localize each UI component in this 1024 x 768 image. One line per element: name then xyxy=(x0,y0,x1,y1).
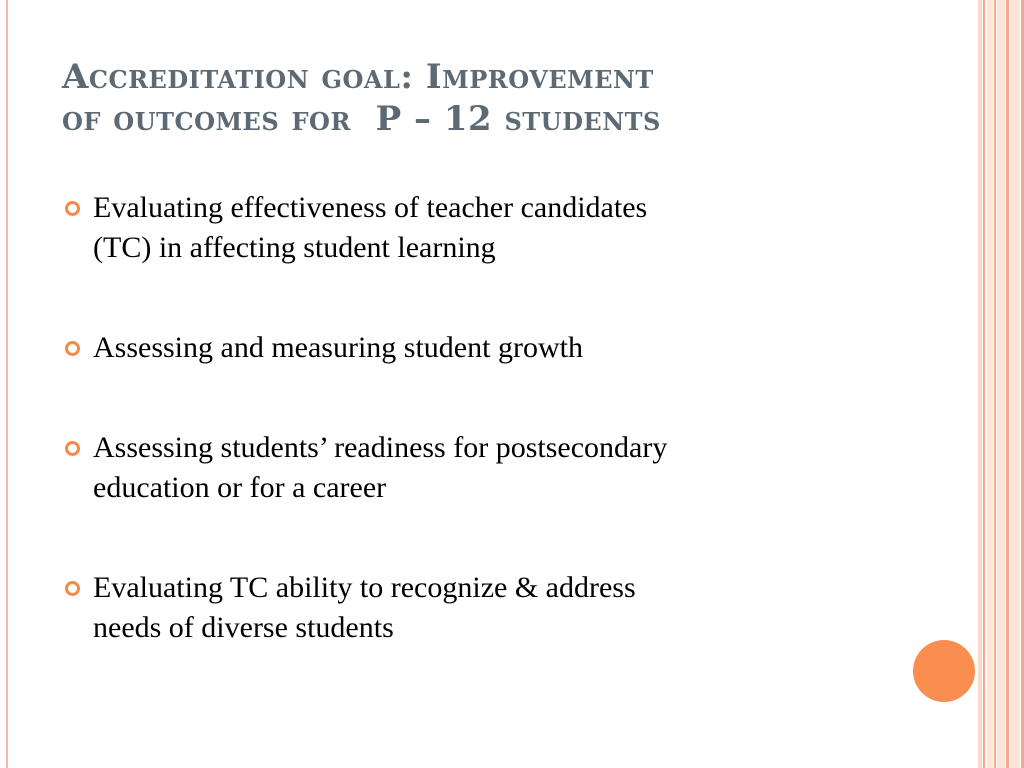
left-border-line xyxy=(6,0,8,768)
circle-bullet-icon xyxy=(65,581,80,596)
bullet-text-line: Assessing students’ readiness for postsecondary xyxy=(93,431,668,464)
circle-bullet-icon xyxy=(65,341,80,356)
bullet-text-line: education or for a career xyxy=(93,471,387,504)
bullet-text xyxy=(93,328,873,368)
bullet-text-line: Evaluating TC ability to recognize & address xyxy=(93,571,636,604)
bullet-text xyxy=(93,568,873,648)
decorative-stripe xyxy=(994,0,996,768)
decorative-stripe xyxy=(987,0,993,768)
decorative-stripe xyxy=(997,0,1005,768)
circle-bullet-icon xyxy=(65,201,80,216)
accent-circle xyxy=(913,640,975,702)
decorative-stripe xyxy=(1010,0,1020,768)
slide-title xyxy=(62,56,942,140)
bullet-text-line: Assessing and measuring student growth xyxy=(93,331,583,364)
bullet-text-line: Evaluating effectiveness of teacher candidates xyxy=(93,191,648,224)
slide-title-line-1: Accreditation goal: Improvement xyxy=(62,57,654,97)
bullet-text-line: needs of diverse students xyxy=(93,611,394,644)
slide-title-line-2: of outcomes for P – 12 students xyxy=(62,99,661,139)
bullet-text-line: (TC) in affecting student learning xyxy=(93,231,496,264)
decorative-stripe xyxy=(1006,0,1009,768)
decorative-stripe xyxy=(983,0,985,768)
decorative-stripe xyxy=(978,0,982,768)
bullet-text xyxy=(93,428,873,508)
bullet-text xyxy=(93,188,873,268)
circle-bullet-icon xyxy=(65,441,80,456)
